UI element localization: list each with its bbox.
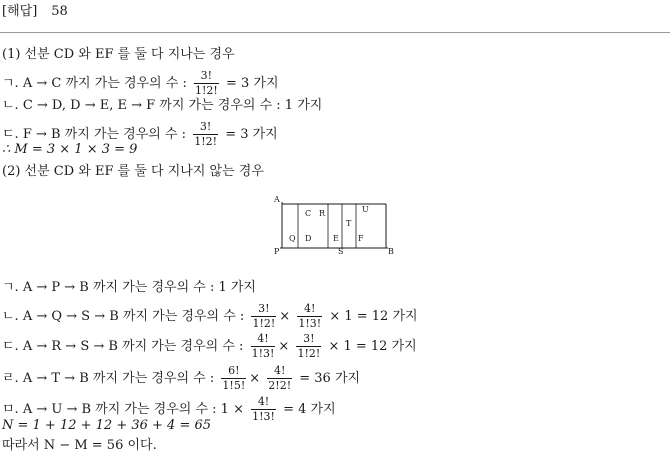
grid-diagram <box>270 192 410 258</box>
case1-result: ∴ M = 3 × 1 × 3 = 9 <box>2 142 138 157</box>
label-u: U <box>362 205 369 214</box>
fraction: $\frac{3!}{1!2!}$ <box>252 302 276 330</box>
case1-step-b: ㄴ. C → D, D → E, E → F 까지 가는 경우의 수 : 1 가지 <box>2 98 323 113</box>
case1-step-c <box>2 120 278 148</box>
route-n-result: × 1 = 12 가지 <box>329 309 418 324</box>
label-a: A <box>274 195 280 204</box>
answer-header <box>2 2 68 22</box>
label-e: E <box>333 234 339 243</box>
label-d: D <box>305 234 312 243</box>
case2-title: (2) 선분 CD 와 EF 를 둘 다 지나지 않는 경우 <box>2 164 264 179</box>
conclusion-line: 따라서 N − M = 56 이다. <box>2 438 157 453</box>
route-n-text: ㄴ. A → Q → S → B 까지 가는 경우의 수 : <box>2 309 245 324</box>
route-r: ㄹ. A → T → B 까지 가는 경우의 수 : $\frac{6!}{1!5!}$ × $\frac{4!}{2!2!}$ = 36 가지 <box>2 364 361 392</box>
fraction: $\frac{6!}{1!5!}$ <box>222 364 246 392</box>
route-d: ㄷ. A → R → S → B 까지 가는 경우의 수 : $\frac{4!}{1!3!}$ × $\frac{3!}{1!2!}$ × 1 = 12 가지 <box>2 332 417 360</box>
route-r-result: = 36 가지 <box>299 371 361 386</box>
problem-number: 58 <box>51 4 68 19</box>
fraction: $\frac{3!}{1!2!}$ <box>194 69 218 97</box>
label-c: C <box>305 209 312 218</box>
fraction: $\frac{4!}{1!3!}$ <box>251 332 275 360</box>
route-d-result: × 1 = 12 가지 <box>328 339 417 354</box>
fraction: $\frac{3!}{1!2!}$ <box>194 120 218 148</box>
route-n: ㄴ. A → Q → S → B 까지 가는 경우의 수 : $\frac{3!}{1!2!}$ × $\frac{4!}{1!3!}$ × 1 = 12 가지 <box>2 302 418 330</box>
sum-line: N = 1 + 12 + 12 + 36 + 4 = 65 <box>2 418 212 433</box>
header-divider <box>0 32 670 33</box>
step-c-text: ㄷ. F → B 까지 가는 경우의 수 : <box>2 127 187 142</box>
label-q: Q <box>289 234 296 243</box>
fraction: $\frac{4!}{1!3!}$ <box>252 395 275 423</box>
answer-label: [해답] <box>2 4 38 19</box>
label-p: P <box>274 247 280 256</box>
case1-title: (1) 선분 CD 와 EF 를 둘 다 지나는 경우 <box>2 47 235 62</box>
route-m-result: = 4 가지 <box>283 402 336 417</box>
route-r-text: ㄹ. A → T → B 까지 가는 경우의 수 : <box>2 371 215 386</box>
fraction: $\frac{4!}{2!2!}$ <box>268 364 292 392</box>
route-g: ㄱ. A → P → B 까지 가는 경우의 수 : 1 가지 <box>2 280 256 295</box>
case1-step-a <box>2 69 279 97</box>
label-f: F <box>358 234 364 243</box>
label-b: B <box>388 247 394 256</box>
fraction: $\frac{4!}{1!3!}$ <box>298 302 322 330</box>
route-m-text: ㅁ. A → U → B 까지 가는 경우의 수 : 1 × <box>2 402 244 417</box>
route-d-text: ㄷ. A → R → S → B 까지 가는 경우의 수 : <box>2 339 244 354</box>
step-c-result: = 3 가지 <box>225 127 278 142</box>
label-t: T <box>346 219 352 228</box>
step-a-result: = 3 가지 <box>225 76 279 91</box>
label-s: S <box>338 247 344 256</box>
step-a-text: ㄱ. A → C 까지 가는 경우의 수 : <box>2 76 187 91</box>
route-m <box>2 395 336 423</box>
fraction: $\frac{3!}{1!2!}$ <box>297 332 321 360</box>
label-r: R <box>319 209 326 218</box>
